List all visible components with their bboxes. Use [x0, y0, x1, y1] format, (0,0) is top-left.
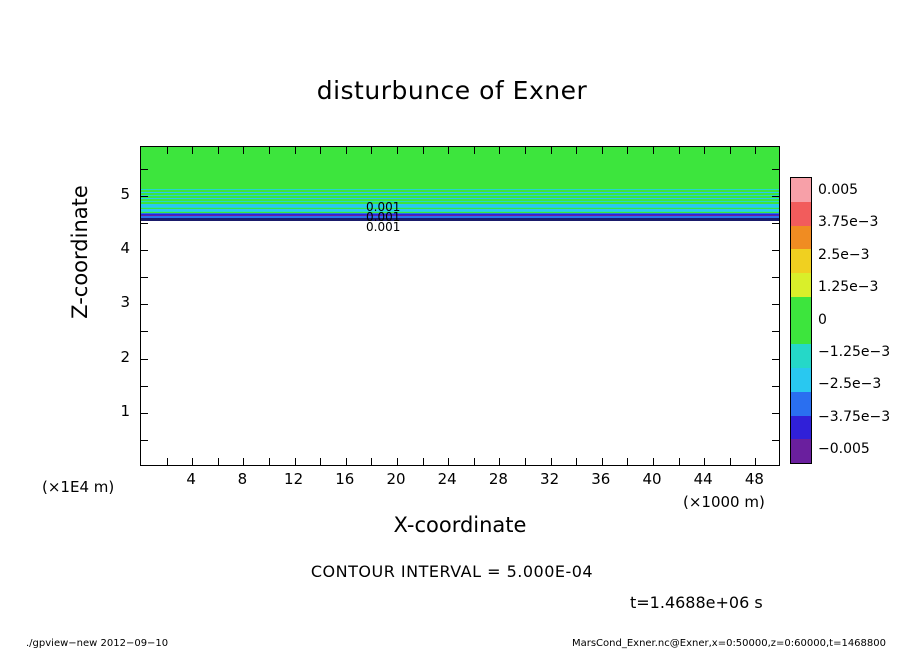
x-tick-top: [474, 147, 475, 154]
x-tick-label: 12: [284, 470, 304, 488]
colorbar-tick-label: −3.75e−3: [818, 408, 891, 425]
x-tick-top: [704, 147, 705, 154]
contour-label: 0.001: [366, 210, 401, 224]
field-region-striped: [141, 187, 779, 205]
field-region-cyan: [141, 205, 779, 213]
y-tick-left: [141, 304, 148, 305]
y-tick-left: [141, 250, 148, 251]
x-tick-label: 36: [591, 470, 611, 488]
x-tick-label: 40: [642, 470, 662, 488]
y-tick-label: 2: [120, 347, 130, 366]
x-tick-top: [653, 147, 654, 154]
contour-interval-label: CONTOUR INTERVAL = 5.000E-04: [310, 562, 594, 581]
colorbar-tick-label: −1.25e−3: [818, 343, 891, 360]
y-axis-label: Z-coordinate: [68, 185, 92, 319]
y-tick-left: [141, 223, 148, 224]
colorbar-segment: [791, 368, 811, 392]
colorbar-segment: [791, 202, 811, 226]
footer-left-label: ./gpview−new 2012−09−10: [26, 638, 169, 649]
x-tick-top: [269, 147, 270, 154]
x-tick-bottom: [627, 458, 628, 465]
colorbar-tick-label: 0.005: [818, 182, 859, 198]
x-tick-bottom: [525, 458, 526, 465]
x-tick-bottom: [371, 458, 372, 465]
y-tick-left: [141, 331, 148, 332]
y-tick-right: [772, 277, 779, 278]
x-tick-top: [448, 147, 449, 154]
x-tick-label: 24: [437, 470, 457, 488]
x-tick-bottom: [397, 458, 398, 465]
x-tick-top: [576, 147, 577, 154]
colorbar-segment: [791, 392, 811, 416]
x-tick-top: [423, 147, 424, 154]
x-tick-top: [627, 147, 628, 154]
x-tick-top: [551, 147, 552, 154]
x-tick-label: 44: [693, 470, 713, 488]
x-tick-label: 48: [744, 470, 764, 488]
field-region-bottom-edge: [141, 218, 779, 221]
y-tick-right: [772, 386, 779, 387]
y-tick-left: [141, 440, 148, 441]
colorbar-tick-label: 0: [818, 311, 827, 328]
y-tick-label: 4: [120, 239, 130, 258]
y-tick-right: [772, 359, 779, 360]
x-tick-top: [499, 147, 500, 154]
x-tick-bottom: [679, 458, 680, 465]
x-tick-label: 4: [186, 470, 196, 488]
x-unit-left-label: (×1E4 m): [42, 478, 115, 496]
x-tick-bottom: [192, 458, 193, 465]
x-tick-bottom: [730, 458, 731, 465]
colorbar-segment: [791, 226, 811, 250]
plot-area: [140, 146, 780, 466]
x-tick-top: [730, 147, 731, 154]
x-tick-bottom: [602, 458, 603, 465]
colorbar-segment: [791, 344, 811, 368]
x-tick-bottom: [704, 458, 705, 465]
colorbar-tick-label: 3.75e−3: [818, 214, 879, 231]
x-tick-bottom: [551, 458, 552, 465]
x-tick-bottom: [448, 458, 449, 465]
x-tick-top: [755, 147, 756, 154]
x-tick-bottom: [167, 458, 168, 465]
colorbar-segment: [791, 321, 811, 345]
colorbar-segment: [791, 416, 811, 440]
x-tick-bottom: [499, 458, 500, 465]
x-tick-top: [525, 147, 526, 154]
colorbar-segment: [791, 178, 811, 202]
x-tick-bottom: [295, 458, 296, 465]
x-unit-right-label: (×1000 m): [683, 493, 765, 511]
field-region-green: [141, 147, 779, 187]
x-tick-top: [679, 147, 680, 154]
colorbar-segment: [791, 249, 811, 273]
x-tick-bottom: [218, 458, 219, 465]
x-tick-top: [218, 147, 219, 154]
y-tick-right: [772, 250, 779, 251]
y-tick-right: [772, 169, 779, 170]
colorbar: [790, 177, 812, 464]
footer-right-label: MarsCond_Exner.nc@Exner,x=0:50000,z=0:60000,t=1468800: [571, 638, 886, 649]
y-tick-right: [772, 440, 779, 441]
x-tick-bottom: [653, 458, 654, 465]
x-tick-bottom: [423, 458, 424, 465]
contour-label: 0.001: [366, 200, 401, 214]
x-tick-label: 32: [540, 470, 560, 488]
x-tick-bottom: [474, 458, 475, 465]
x-tick-bottom: [576, 458, 577, 465]
x-tick-bottom: [243, 458, 244, 465]
y-tick-left: [141, 386, 148, 387]
y-tick-label: 1: [120, 401, 130, 420]
page-title: disturbunce of Exner: [316, 76, 588, 105]
y-tick-right: [772, 331, 779, 332]
y-tick-right: [772, 413, 779, 414]
x-tick-top: [397, 147, 398, 154]
colorbar-tick-label: −2.5e−3: [818, 376, 882, 393]
contour-label: 0.001: [366, 220, 401, 234]
x-tick-top: [346, 147, 347, 154]
x-tick-bottom: [346, 458, 347, 465]
y-tick-label: 3: [120, 293, 130, 312]
x-tick-top: [602, 147, 603, 154]
x-tick-top: [295, 147, 296, 154]
y-tick-label: 5: [120, 184, 130, 203]
x-axis-label: X-coordinate: [393, 513, 527, 537]
x-tick-bottom: [269, 458, 270, 465]
colorbar-tick-label: −0.005: [818, 441, 870, 457]
x-tick-label: 16: [335, 470, 355, 488]
colorbar-segment: [791, 297, 811, 321]
time-label: t=1.4688e+06 s: [630, 593, 763, 612]
y-tick-left: [141, 169, 148, 170]
x-tick-bottom: [320, 458, 321, 465]
x-tick-top: [371, 147, 372, 154]
y-tick-right: [772, 304, 779, 305]
y-tick-left: [141, 413, 148, 414]
colorbar-tick-label: 1.25e−3: [818, 279, 879, 296]
x-tick-top: [320, 147, 321, 154]
x-tick-top: [243, 147, 244, 154]
x-tick-top: [167, 147, 168, 154]
colorbar-tick-label: 2.5e−3: [818, 246, 870, 263]
y-tick-left: [141, 196, 148, 197]
x-tick-top: [192, 147, 193, 154]
x-tick-label: 28: [488, 470, 508, 488]
y-tick-right: [772, 223, 779, 224]
colorbar-segment: [791, 273, 811, 297]
x-tick-label: 8: [237, 470, 248, 488]
y-tick-right: [772, 196, 779, 197]
y-tick-left: [141, 359, 148, 360]
colorbar-segment: [791, 439, 811, 463]
y-tick-left: [141, 277, 148, 278]
x-tick-bottom: [755, 458, 756, 465]
x-tick-label: 20: [386, 470, 406, 488]
